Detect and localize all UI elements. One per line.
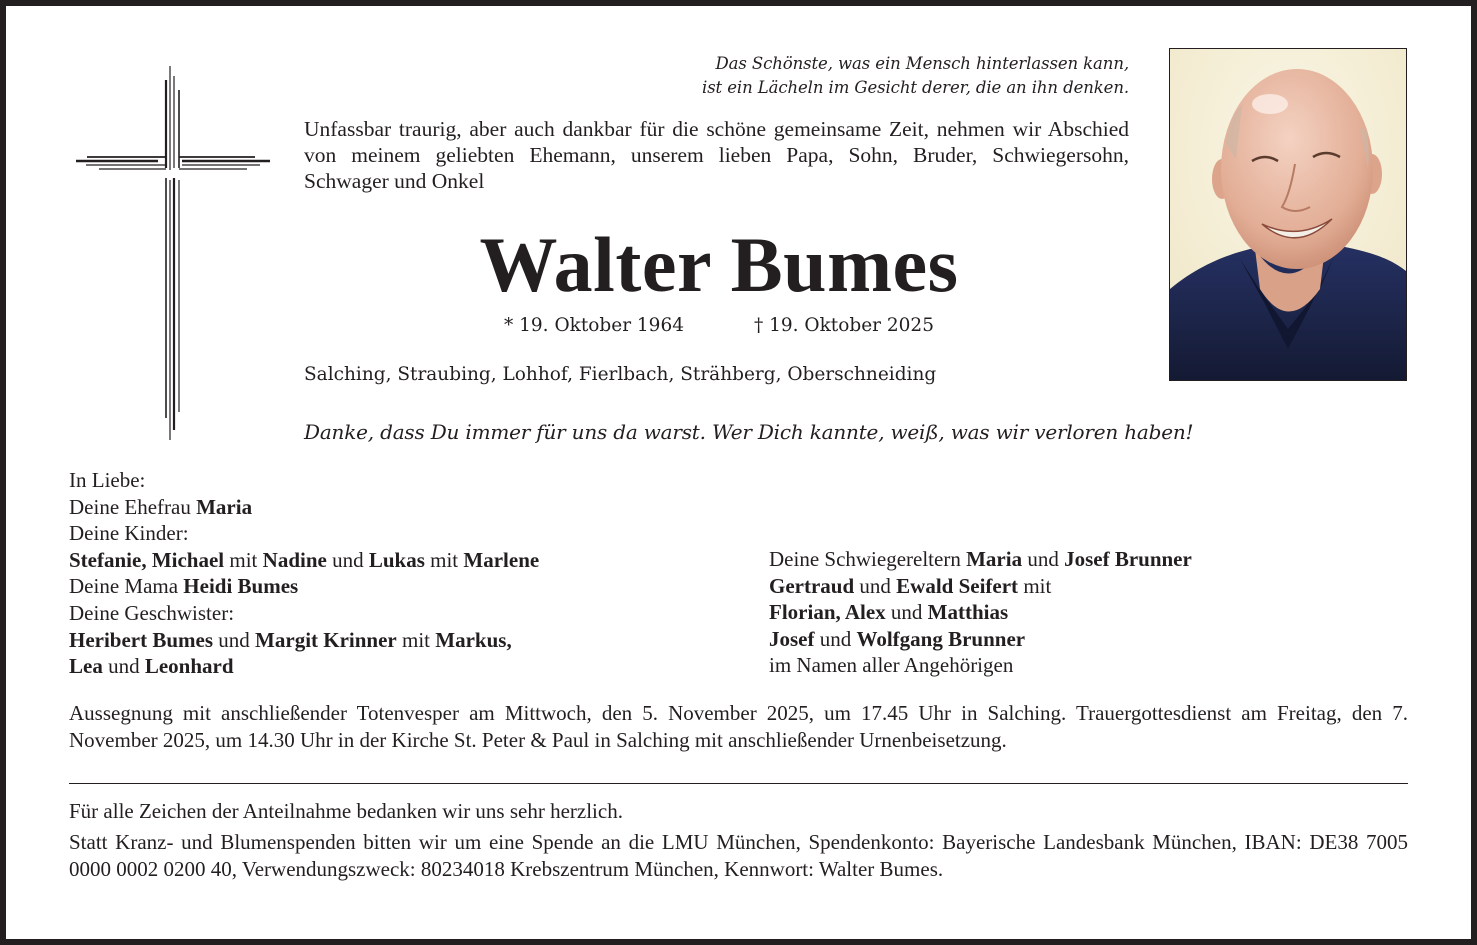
family-relation-text: Deine Schwiegereltern (769, 547, 967, 571)
family-member-name: Josef Brunner (1064, 547, 1192, 571)
family-member-name: Heidi Bumes (183, 574, 299, 599)
family-line (69, 467, 769, 494)
family-line (769, 599, 1419, 626)
family-member-name: Lea (69, 654, 103, 679)
portrait-photo (1169, 48, 1407, 381)
family-relation-text: In Liebe: (69, 468, 146, 492)
places-list: Salching, Straubing, Lohhof, Fierlbach, Strähberg, Oberschneiding (304, 364, 937, 385)
family-member-name: Nadine (262, 547, 327, 572)
family-member-name: Matthias (927, 600, 1009, 625)
family-member-name: Ewald Seifert (896, 573, 1019, 598)
family-line (69, 573, 769, 600)
family-relation-text: Deine Mama (69, 574, 184, 599)
family-line (769, 573, 1419, 600)
family-relation-text: Deine Ehefrau (69, 494, 197, 519)
family-member-name: Heribert Bumes (69, 627, 214, 652)
family-member-name: Josef (769, 626, 815, 651)
family-line (69, 520, 769, 547)
family-line (69, 653, 769, 680)
family-relation-text: mit (396, 627, 436, 652)
birth-date: * 19. Oktober 1964 (504, 315, 684, 336)
deceased-name: Walter Bumes (479, 221, 959, 308)
family-relation-text: mit (424, 547, 464, 572)
cross-icon (72, 50, 276, 444)
gratitude-text: Für alle Zeichen der Anteilnahme bedanken wir uns sehr herzlich. (69, 799, 623, 823)
intro-text: Unfassbar traurig, aber auch dankbar für die schöne gemeinsame Zeit, nehmen wir Abschied von meinem geliebten Ehemann, unserem lieben Papa, Sohn, Bruder, Schwiegersohn, Schwager und Onkel (304, 117, 1129, 193)
family-relation-text: und (213, 627, 256, 652)
family-relation-text: und (885, 600, 928, 625)
family-member-name: Stefanie, Michael (69, 547, 225, 572)
obituary-notice (6, 6, 1471, 939)
family-relation-text: und (854, 573, 897, 598)
donation-request: Statt Kranz- und Blumenspenden bitten wir um eine Spende an die LMU München, Spendenkonto: Bayerische Landesbank München, IBAN: DE38 7005 0000 0002 0200 40, Verwendungszweck: 80234018 Krebszentrum München, Kennwort: Walter Bumes. (69, 830, 1408, 881)
family-member-name: Markus, (435, 627, 512, 652)
family-line (69, 600, 769, 627)
motto-line-2: ist ein Lächeln im Gesicht derer, die an ihn denken. (702, 78, 1129, 97)
family-relation-text: und (326, 547, 369, 572)
family-line (69, 494, 769, 521)
life-dates (304, 313, 1134, 339)
family-relation-text: mit (224, 547, 263, 572)
family-line (769, 546, 1419, 573)
family-member-name: Margit Krinner (255, 627, 397, 652)
family-member-name: Lukas (368, 547, 425, 572)
family-line (769, 626, 1419, 653)
family-member-name: Wolfgang Brunner (856, 626, 1026, 651)
family-line (69, 627, 769, 654)
family-member-name: Florian, Alex (769, 600, 886, 625)
family-relation-text: und (1022, 547, 1065, 571)
motto-quote (526, 52, 1129, 100)
family-member-name: Gertraud (769, 573, 855, 598)
family-list-right (769, 546, 1419, 679)
divider (69, 783, 1408, 784)
family-member-name: Maria (966, 547, 1023, 571)
motto-line-1: Das Schönste, was ein Mensch hinterlassen kann, (715, 54, 1129, 73)
family-line (769, 652, 1419, 679)
family-relation-text: Deine Kinder: (69, 521, 189, 546)
family-relation-text: und (102, 654, 145, 679)
family-list-left (69, 467, 769, 680)
family-relation-text: mit (1018, 573, 1052, 598)
family-line (69, 547, 769, 574)
family-relation-text: Deine Geschwister: (69, 600, 235, 625)
family-relation-text: im Namen aller Angehörigen (769, 653, 1014, 678)
family-relation-text: und (814, 626, 857, 651)
portrait-image (1170, 49, 1406, 380)
family-member-name: Marlene (463, 547, 540, 572)
family-member-name: Maria (196, 494, 253, 519)
family-member-name: Leonhard (144, 654, 234, 679)
ceremony-details: Aussegnung mit anschließender Totenvesper am Mittwoch, den 5. November 2025, um 17.45 Uhr in Salching. Trauergottesdienst am Freitag, den 7. November 2025, um 14.30 Uhr in der Kirche St. Peter & Paul in Salching mit anschließender Urnenbeisetzung. (69, 701, 1408, 752)
death-date: † 19. Oktober 2025 (754, 315, 934, 336)
remembrance-quote: Danke, dass Du immer für uns da warst. Wer Dich kannte, weiß, was wir verloren haben! (304, 420, 1194, 444)
